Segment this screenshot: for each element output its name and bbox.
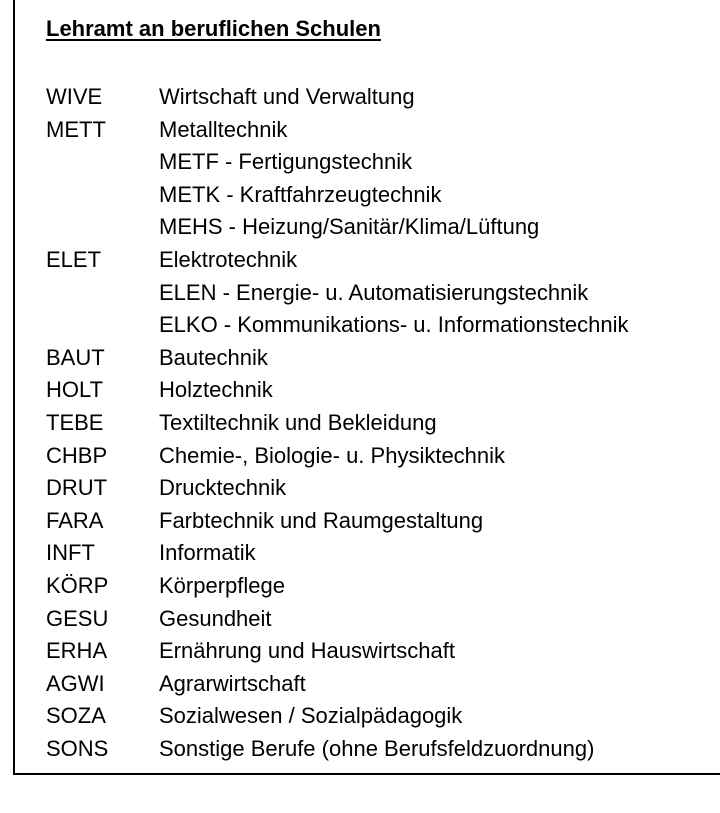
subject-code: METT xyxy=(46,116,106,142)
list-item xyxy=(46,179,629,212)
subject-code xyxy=(46,277,159,310)
list-item xyxy=(46,146,629,179)
list-item xyxy=(46,244,629,277)
subject-code: WIVE xyxy=(46,84,103,109)
subject-code: SONS xyxy=(46,735,109,761)
subject-code: DRUT xyxy=(46,475,108,501)
subject-code: ELET xyxy=(46,246,102,272)
subject-label: Sonstige Berufe (ohne Berufsfeldzuordnung) xyxy=(159,735,595,761)
subject-label: Bautechnik xyxy=(159,344,268,370)
subject-label: Informatik xyxy=(159,540,256,566)
subject-code xyxy=(46,146,159,179)
list-item xyxy=(46,472,629,505)
subject-label: Körperpflege xyxy=(159,572,285,598)
list-item xyxy=(46,81,629,114)
subject-label: Gesundheit xyxy=(159,605,272,631)
subject-label: ELEN - Energie- u. Automatisierungstechnik xyxy=(159,279,589,305)
subject-label: MEHS - Heizung/Sanitär/Klima/Lüftung xyxy=(159,214,540,240)
subject-code: INFT xyxy=(46,540,95,566)
subject-label: Drucktechnik xyxy=(159,475,287,501)
subject-label: Wirtschaft und Verwaltung xyxy=(159,84,415,109)
subject-code: BAUT xyxy=(46,344,105,370)
list-item xyxy=(46,211,629,244)
subject-label: Textiltechnik und Bekleidung xyxy=(159,409,437,435)
list-item xyxy=(46,700,629,733)
page-title: Lehramt an beruflichen Schulen xyxy=(46,16,381,41)
subject-code xyxy=(46,211,159,244)
list-item xyxy=(46,440,629,473)
list-item xyxy=(46,603,629,636)
list-item xyxy=(46,277,629,310)
list-item xyxy=(46,114,629,147)
subject-code: GESU xyxy=(46,605,109,631)
subject-label: ELKO - Kommunikations- u. Informationstechnik xyxy=(159,312,629,338)
subject-label: Elektrotechnik xyxy=(159,246,298,272)
list-item xyxy=(46,342,629,375)
subject-label: METF - Fertigungstechnik xyxy=(159,149,413,175)
list-item xyxy=(46,505,629,538)
list-item xyxy=(46,537,629,570)
subject-code: CHBP xyxy=(46,442,108,468)
subject-label: METK - Kraftfahrzeugtechnik xyxy=(159,181,442,207)
subject-label: Farbtechnik und Raumgestaltung xyxy=(159,507,484,533)
list-item xyxy=(46,570,629,603)
subject-label: Holztechnik xyxy=(159,377,273,403)
list-item xyxy=(46,635,629,668)
subject-code: ERHA xyxy=(46,638,108,664)
subject-code xyxy=(46,179,159,212)
list-item xyxy=(46,733,629,766)
list-item xyxy=(46,309,629,342)
subject-code: AGWI xyxy=(46,670,105,696)
list-item xyxy=(46,407,629,440)
subject-label: Agrarwirtschaft xyxy=(159,670,306,696)
list-item xyxy=(46,374,629,407)
subject-code: KÖRP xyxy=(46,572,109,598)
subject-label: Chemie-, Biologie- u. Physiktechnik xyxy=(159,442,506,468)
list-item xyxy=(46,668,629,701)
subject-label: Ernährung und Hauswirtschaft xyxy=(159,638,455,664)
subject-label: Sozialwesen / Sozialpädagogik xyxy=(159,703,463,729)
subject-code: SOZA xyxy=(46,703,106,729)
subject-code: FARA xyxy=(46,507,104,533)
subject-code: HOLT xyxy=(46,377,104,403)
subject-label: Metalltechnik xyxy=(159,116,288,142)
subject-code: TEBE xyxy=(46,409,104,435)
subject-list xyxy=(46,81,629,765)
subject-code xyxy=(46,309,159,342)
